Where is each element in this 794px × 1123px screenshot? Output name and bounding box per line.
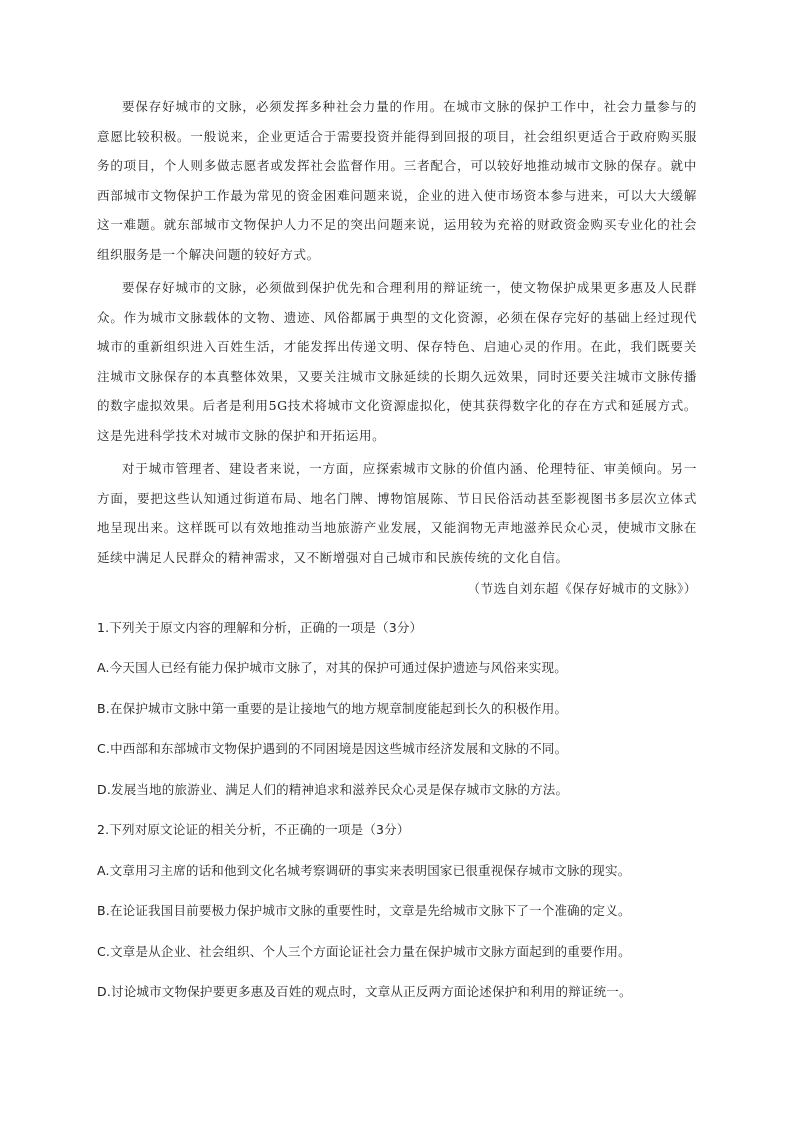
passage-paragraph-1: 要保存好城市的文脉，必须发挥多种社会力量的作用。在城市文脉的保护工作中，社会力量参与的意愿比较积极。一般说来，企业更适合于需要投资并能得到回报的项目，社会组织更适合于政府购买服务的项目，个人则多做志愿者或发挥社会监督作用。三者配合，可以较好地推动城市文脉的保存。就中西部城市文物保护工作最为常见的资金困难问题来说，企业的进入使市场资本参与进来，可以大大缓解这一难题。就东部城市文物保护人力不足的突出问题来说，运用较为充裕的财政资金购买专业化的社会组织服务是一个解决问题的较好方式。	[97, 99, 697, 262]
passage-paragraph-2: 要保存好城市的文脉，必须做到保护优先和合理利用的辩证统一，使文物保护成果更多惠及人民群众。作为城市文脉载体的文物、遗迹、风俗都属于典型的文化资源，必须在保存完好的基础上经过现代城市的重新组织进入百姓生活，才能发挥出传递文明、保存特色、启迪心灵的作用。在此，我们既要关注城市文脉保存的本真整体效果，又要关注城市文脉延续的长期久远效果，同时还要关注城市文脉传播的数字虚拟效果。后者是利用5G技术将城市文化资源虚拟化，使其获得数字化的存在方式和延展方式。这是先进科学技术对城市文脉的保护和开拓运用。	[97, 280, 697, 443]
question-2-stem: 2.下列对原文论证的相关分析，不正确的一项是（3分）	[97, 822, 410, 837]
question-1-stem: 1.下列关于原文内容的理解和分析，正确的一项是（3分）	[97, 619, 423, 635]
passage-source: （节选自刘东超《保存好城市的文脉》）	[467, 581, 697, 596]
document-page	[97, 92, 697, 1013]
question-2-option-d: D.讨论城市文物保护要更多惠及百姓的观点时，文章从正反两方面论述保护和利用的辩证统一。	[97, 984, 632, 999]
question-1-option-b: B.在保护城市文脉中第一重要的是让接地气的地方规章制度能起到长久的积极作用。	[97, 700, 568, 716]
question-1-option-a: A.今天国人已经有能力保护城市文脉了，对其的保护可通过保护遗迹与风俗来实现。	[97, 660, 567, 675]
question-1-option-d: D.发展当地的旅游业、满足人们的精神追求和滋养民众心灵是保存城市文脉的方法。	[97, 781, 569, 797]
question-2-option-c: C.文章是从企业、社会组织、个人三个方面论证社会力量在保护城市文脉方面起到的重要作用。	[97, 943, 631, 959]
question-2-option-a: A.文章用习主席的话和他到文化名城考察调研的事实来表明国家已很重视保存城市文脉的现实。	[97, 862, 631, 878]
question-1-option-c: C.中西部和东部城市文物保护遇到的不同困境是因这些城市经济发展和文脉的不同。	[97, 741, 568, 756]
question-1	[97, 608, 697, 811]
passage-paragraph-3: 对于城市管理者、建设者来说，一方面，应探索城市文脉的价值内涵、伦理特征、审美倾向。另一方面，要把这些认知通过街道布局、地名门牌、博物馆展陈、节日民俗活动甚至影视图书多层次立体式地呈现出来。这样既可以有效地推动当地旅游产业发展，又能润物无声地滋养民众心灵，使城市文脉在延续中满足人民群众的精神需求，又不断增强对自己城市和民族传统的文化自信。	[97, 461, 697, 565]
reading-passage	[97, 92, 697, 604]
question-2-option-b: B.在论证我国目前要极力保护城市文脉的重要性时，文章是先给城市文脉下了一个准确的定义。	[97, 903, 631, 918]
question-2	[97, 810, 697, 1013]
